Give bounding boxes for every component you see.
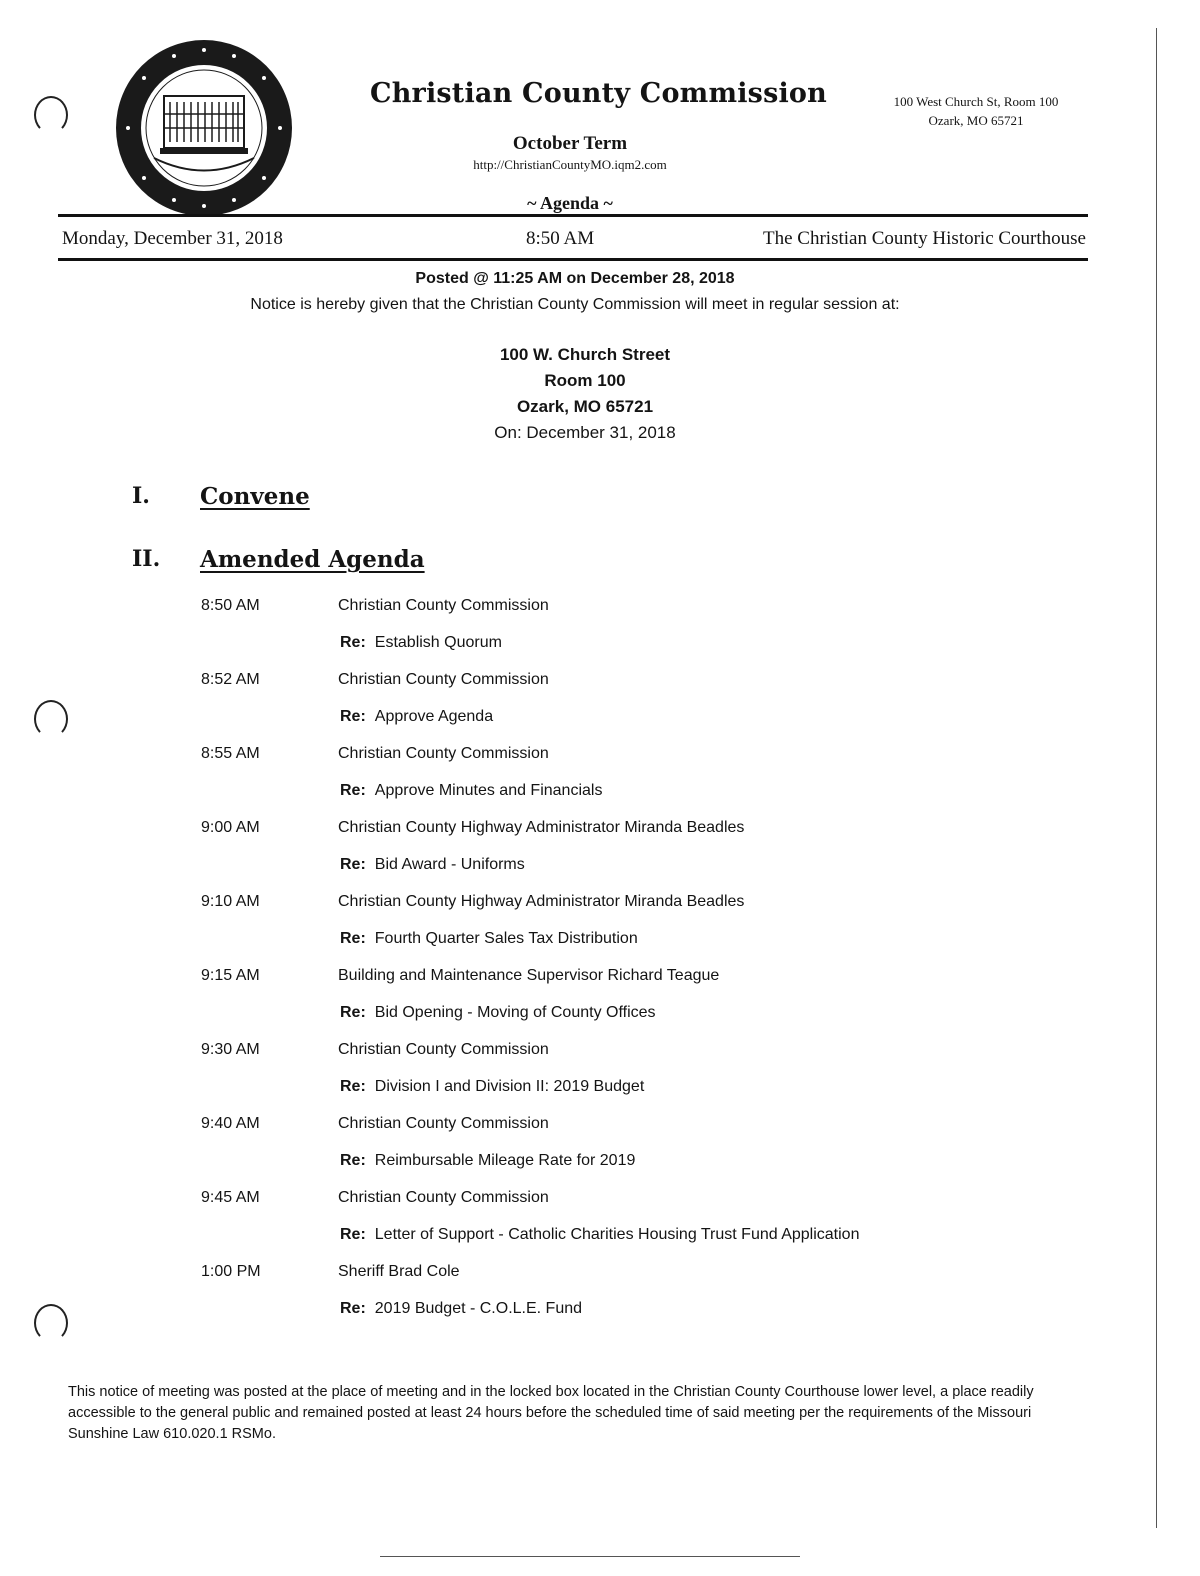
- item-subject: [340, 1078, 644, 1096]
- meeting-room: Room 100: [544, 371, 626, 390]
- agenda-item-list: [0, 597, 1150, 1337]
- item-time: 8:50 AM: [201, 597, 260, 614]
- section-number: I.: [132, 483, 150, 509]
- re-label: Re:: [340, 930, 366, 947]
- item-presenter: Christian County Highway Administrator Miranda Beadles: [338, 893, 745, 910]
- item-presenter: Christian County Commission: [338, 671, 549, 688]
- item-time: 9:45 AM: [201, 1189, 260, 1206]
- agenda-item: [0, 1189, 1150, 1263]
- item-time: 9:15 AM: [201, 967, 260, 984]
- agenda-item: [0, 597, 1150, 671]
- meeting-street: 100 W. Church Street: [499, 345, 671, 364]
- bottom-rule: [58, 258, 1088, 261]
- address-line-1: 100 West Church St, Room 100: [893, 94, 1059, 109]
- item-time: 8:52 AM: [201, 671, 260, 688]
- item-subject-text: Reimbursable Mileage Rate for 2019: [374, 1152, 636, 1169]
- item-time: 1:00 PM: [201, 1263, 261, 1280]
- item-time: 9:00 AM: [201, 819, 260, 836]
- re-label: Re:: [340, 1152, 366, 1169]
- meeting-time: 8:50 AM: [526, 228, 595, 249]
- agenda-item: [0, 967, 1150, 1041]
- item-presenter: Christian County Commission: [338, 1189, 549, 1206]
- meeting-on-date: On: December 31, 2018: [494, 423, 676, 442]
- address-line-2: Ozark, MO 65721: [928, 113, 1024, 128]
- item-time: 9:30 AM: [201, 1041, 260, 1058]
- scan-edge-line: [380, 1556, 800, 1557]
- item-presenter: Christian County Commission: [338, 1115, 549, 1132]
- item-subject-text: Division I and Division II: 2019 Budget: [374, 1078, 645, 1095]
- re-label: Re:: [340, 782, 366, 799]
- meeting-location: The Christian County Historic Courthouse: [763, 228, 1086, 249]
- section-number: II.: [132, 546, 161, 572]
- agenda-item: [0, 1041, 1150, 1115]
- item-presenter: Christian County Commission: [338, 597, 549, 614]
- meeting-city: Ozark, MO 65721: [516, 397, 654, 416]
- county-seal-logo: [114, 38, 294, 218]
- meeting-address-block: [430, 342, 740, 446]
- agenda-item: [0, 671, 1150, 745]
- item-subject: [340, 1004, 656, 1022]
- item-presenter: Christian County Commission: [338, 1041, 549, 1058]
- item-subject: [340, 708, 493, 726]
- website-url: http://ChristianCountyMO.iqm2.com: [473, 157, 667, 172]
- item-subject-text: Approve Agenda: [374, 708, 494, 725]
- item-presenter: Christian County Commission: [338, 745, 549, 762]
- item-subject-text: Bid Award - Uniforms: [374, 856, 525, 873]
- re-label: Re:: [340, 634, 366, 651]
- item-time: 8:55 AM: [201, 745, 260, 762]
- item-subject: [340, 782, 602, 800]
- agenda-item: [0, 893, 1150, 967]
- top-rule: [58, 214, 1088, 217]
- item-subject-text: Letter of Support - Catholic Charities Housing Trust Fund Application: [374, 1226, 860, 1243]
- item-subject: [340, 634, 502, 652]
- item-time: 9:40 AM: [201, 1115, 260, 1132]
- item-subject: [340, 856, 525, 874]
- item-subject-text: 2019 Budget - C.O.L.E. Fund: [374, 1300, 583, 1317]
- item-subject-text: Fourth Quarter Sales Tax Distribution: [374, 930, 638, 947]
- notice-text: Notice is hereby given that the Christian County Commission will meet in regular session at:: [250, 296, 900, 313]
- punch-hole-icon: [34, 96, 68, 134]
- re-label: Re:: [340, 1004, 366, 1021]
- item-subject: [340, 930, 638, 948]
- agenda-item: [0, 745, 1150, 819]
- punch-hole-icon: [34, 1304, 68, 1342]
- commission-title: Christian County Commission: [370, 78, 827, 109]
- item-subject: [340, 1226, 859, 1244]
- agenda-item: [0, 1263, 1150, 1337]
- commission-address: [866, 92, 1086, 130]
- meeting-date: Monday, December 31, 2018: [62, 228, 283, 249]
- section-title-convene: Convene: [200, 483, 310, 510]
- agenda-item: [0, 819, 1150, 893]
- punch-hole-icon: [34, 700, 68, 738]
- re-label: Re:: [340, 1078, 366, 1095]
- item-presenter: Building and Maintenance Supervisor Richard Teague: [338, 967, 720, 984]
- item-presenter: Christian County Highway Administrator Miranda Beadles: [338, 819, 745, 836]
- re-label: Re:: [340, 856, 366, 873]
- item-subject: [340, 1152, 635, 1170]
- posting-notice-footer: This notice of meeting was posted at the place of meeting and in the locked box located in the Christian County Courthouse lower level, a place readily accessible to the general public and remained posted at least 24 hours before the scheduled time of said meeting per the requirements of the Missouri Sunshine Law 610.020.1 RSMo.: [68, 1384, 1034, 1442]
- item-subject-text: Bid Opening - Moving of County Offices: [374, 1004, 656, 1021]
- item-subject-text: Approve Minutes and Financials: [374, 782, 603, 799]
- item-subject-text: Establish Quorum: [374, 634, 502, 651]
- posted-timestamp: Posted @ 11:25 AM on December 28, 2018: [415, 270, 735, 287]
- scan-edge-line: [1156, 28, 1157, 1528]
- re-label: Re:: [340, 708, 366, 725]
- section-title-amended-agenda: Amended Agenda: [200, 546, 425, 573]
- re-label: Re:: [340, 1226, 366, 1243]
- term-label: October Term: [512, 133, 628, 154]
- item-presenter: Sheriff Brad Cole: [338, 1263, 460, 1280]
- re-label: Re:: [340, 1300, 366, 1317]
- agenda-item: [0, 1115, 1150, 1189]
- item-time: 9:10 AM: [201, 893, 260, 910]
- item-subject: [340, 1300, 582, 1318]
- agenda-heading: ~ Agenda ~: [527, 193, 613, 213]
